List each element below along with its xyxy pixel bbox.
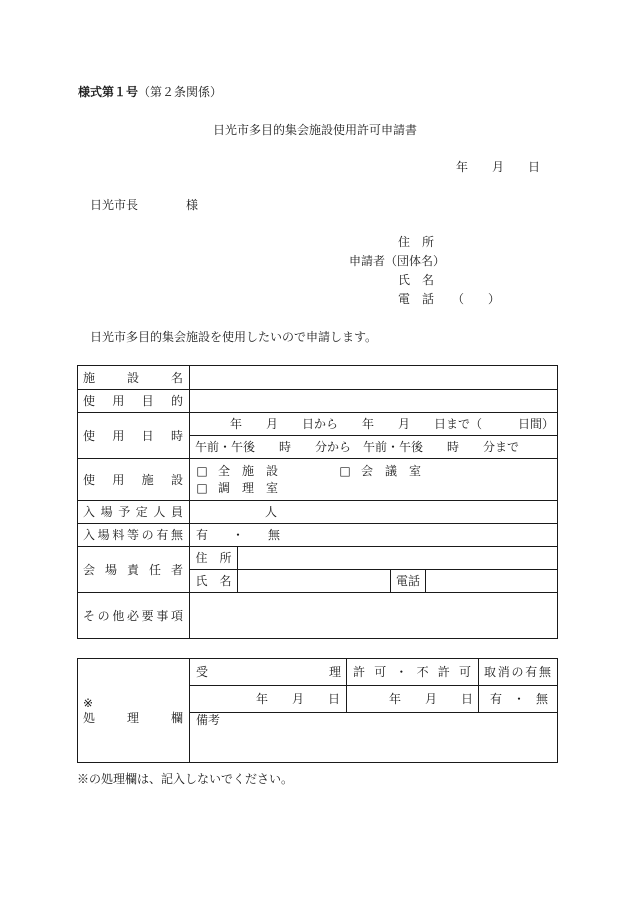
applicant-label: 申請者（団体名） (349, 254, 446, 268)
processing-label: 処理欄 (83, 710, 183, 725)
date-range-text: 年 月 日から 年 月 日まで（ 日間） (230, 417, 555, 431)
cancellation-choice-cell (479, 686, 558, 713)
purpose-label-cell (78, 390, 190, 413)
manager-address-label-cell (190, 547, 238, 570)
form-number-main: 様式第１号 (78, 85, 139, 99)
facility-name-label: 施設名 (83, 370, 183, 385)
manager-name-label: 氏 名 (195, 574, 232, 588)
time-range-text: 午前・午後 時 分から 午前・午後 時 分まで (195, 440, 520, 454)
attendance-label: 入場予定人員 (83, 505, 183, 519)
footer-note: ※の処理欄は、記入しないでください。 (77, 772, 294, 786)
facility-option-label: 全 施 設 (218, 464, 279, 478)
purpose-field (190, 390, 558, 413)
datetime-label: 使用日時 (83, 428, 183, 443)
fee-field (190, 524, 558, 547)
date-range-field (190, 413, 558, 436)
remarks-cell (190, 713, 558, 763)
attendance-field (190, 501, 558, 524)
facility-option-all (196, 464, 339, 478)
permission-label: 許可・不許可 (353, 665, 471, 679)
received-header-cell (190, 659, 347, 686)
datetime-label-cell (78, 413, 190, 459)
cancellation-label: 取消の有無 (484, 665, 551, 679)
checkbox-icon: □ (196, 481, 208, 495)
facility-options (190, 459, 558, 501)
processing-table (77, 658, 558, 763)
manager-address-field (238, 547, 558, 570)
facility-options-row (196, 480, 278, 497)
cancellation-header-cell (479, 659, 558, 686)
applicant-address-label: 住 所 (398, 235, 435, 249)
facility-option-label: 調 理 室 (218, 481, 279, 495)
manager-name-label-cell (190, 570, 238, 593)
purpose-label: 使用目的 (83, 394, 183, 408)
facilities-label-cell (78, 459, 190, 501)
time-range-field (190, 436, 558, 459)
manager-name-field (238, 570, 391, 593)
other-label-cell (78, 593, 190, 639)
other-field (190, 593, 558, 639)
facility-option-label: 会 議 室 (361, 464, 422, 478)
permission-date: 年 月 日 (388, 692, 473, 706)
facility-name-field (190, 366, 558, 390)
processing-label-cell (78, 659, 190, 763)
facility-option-kitchen (196, 481, 278, 495)
fee-choice: 有 ・ 無 (196, 528, 281, 542)
remarks-label: 備考 (196, 713, 221, 727)
other-label: その他必要事項 (83, 608, 183, 623)
attendance-unit: 人 (265, 505, 278, 519)
application-table (77, 365, 558, 639)
page-title: 日光市多目的集会施設使用許可申請書 (212, 123, 417, 137)
manager-phone-field (426, 570, 558, 593)
facility-name-label-cell (78, 366, 190, 390)
facilities-label: 使用施設 (83, 472, 183, 487)
application-date: 年 月 日 (456, 160, 541, 174)
application-statement: 日光市多目的集会施設を使用したいので申請します。 (90, 330, 378, 344)
facility-options-row (196, 463, 421, 480)
manager-phone-label-cell (391, 570, 426, 593)
checkbox-icon: □ (196, 464, 208, 478)
manager-label: 会場責任者 (83, 562, 183, 577)
manager-phone-label: 電話 (395, 574, 420, 588)
facility-option-meeting-room (339, 464, 421, 478)
addressee: 日光市長 様 (90, 198, 199, 212)
permission-header-cell (347, 659, 479, 686)
applicant-name-label: 氏 名 (398, 273, 435, 287)
processing-mark: ※ (83, 695, 94, 710)
permission-date-cell (347, 686, 479, 713)
received-label: 受理 (196, 665, 341, 679)
received-date-cell (190, 686, 347, 713)
checkbox-icon: □ (339, 464, 351, 478)
fee-label: 入場料等の有無 (83, 528, 183, 542)
applicant-phone-label: 電 話 （ ） (398, 292, 501, 306)
manager-label-cell (78, 547, 190, 593)
received-date: 年 月 日 (255, 692, 340, 706)
fee-label-cell (78, 524, 190, 547)
attendance-label-cell (78, 501, 190, 524)
form-number-note: （第２条関係） (138, 85, 223, 99)
manager-address-label: 住 所 (195, 551, 232, 565)
cancellation-choice: 有・無 (490, 692, 548, 706)
form-number (78, 85, 222, 99)
